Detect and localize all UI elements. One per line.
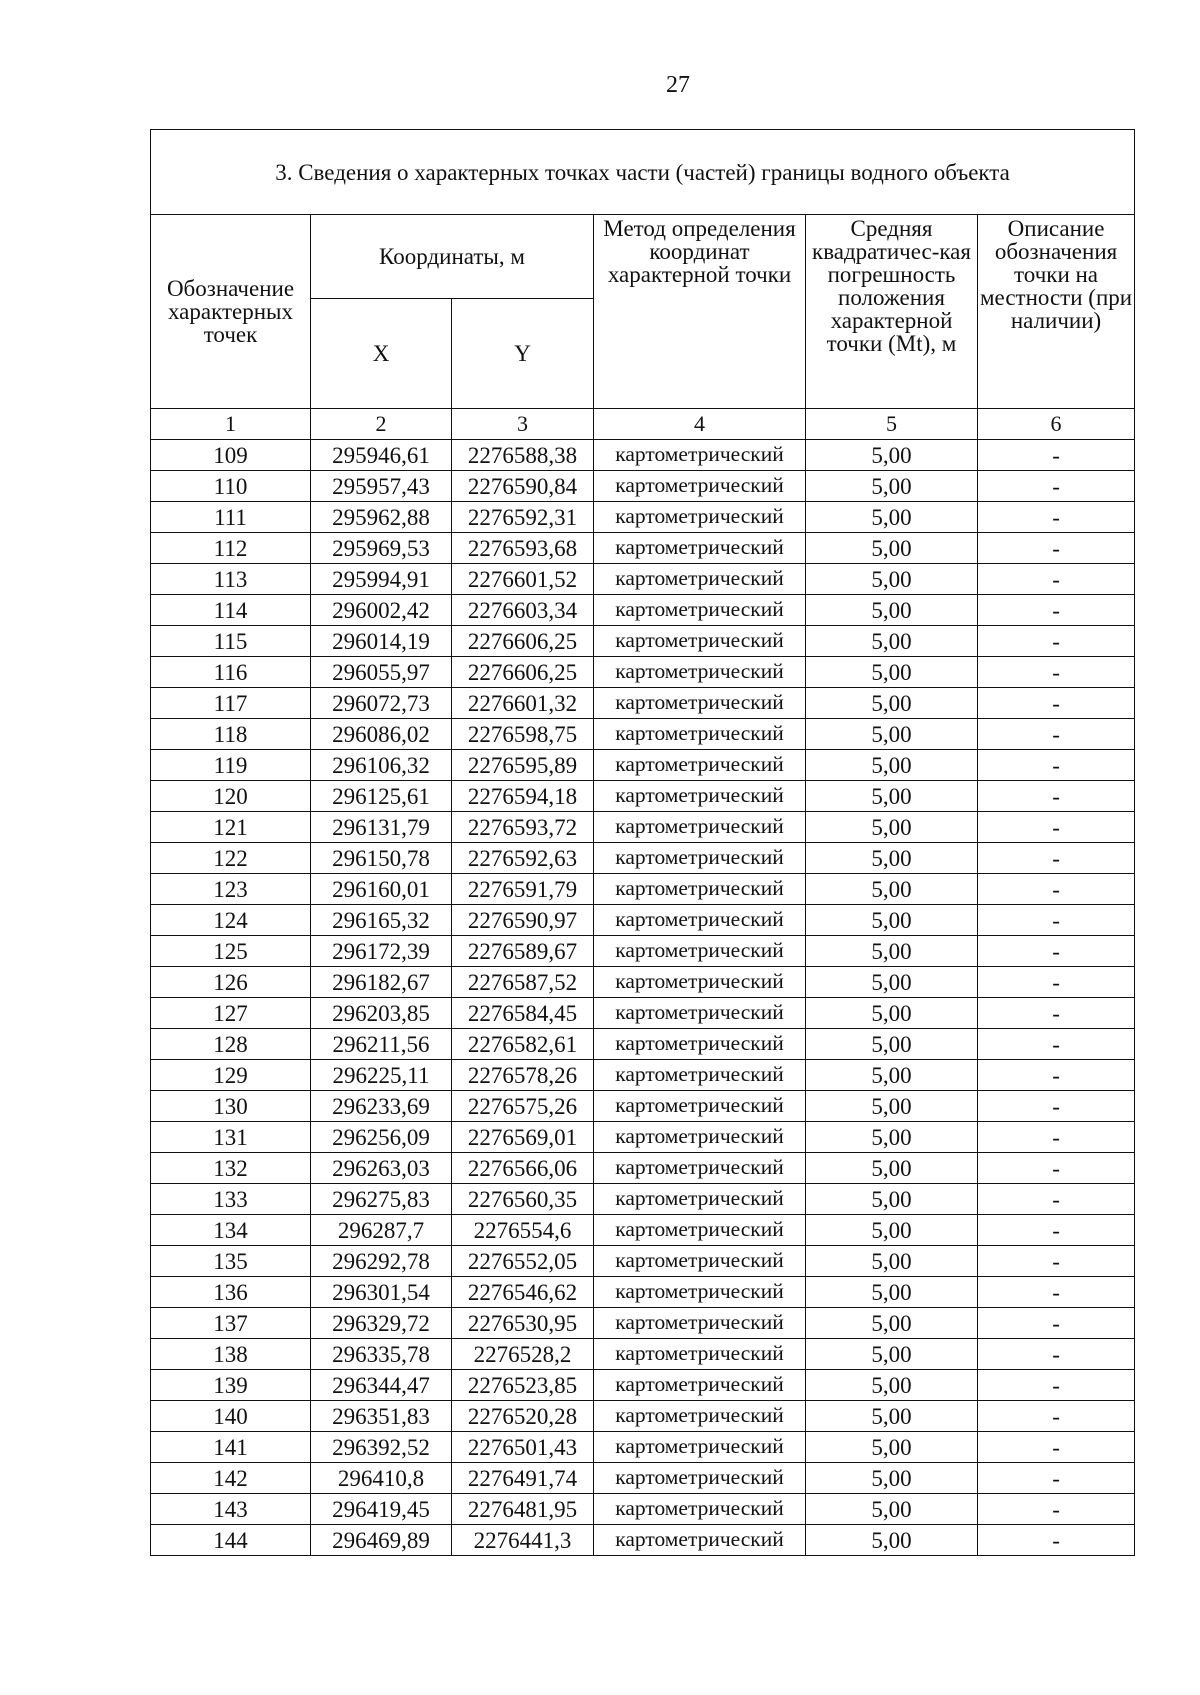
method-cell: картометрический [594,440,806,471]
point-id-cell: 138 [151,1339,311,1370]
method-cell: картометрический [594,1370,806,1401]
y-coordinate-cell: 2276594,18 [452,781,594,812]
y-coordinate-cell: 2276523,85 [452,1370,594,1401]
error-cell: 5,00 [806,1246,978,1277]
method-cell: картометрический [594,1463,806,1494]
method-cell: картометрический [594,874,806,905]
description-cell: - [978,1463,1135,1494]
table-row [151,1246,1135,1277]
table-row [151,471,1135,502]
y-coordinate-cell: 2276584,45 [452,998,594,1029]
error-cell: 5,00 [806,998,978,1029]
method-cell: картометрический [594,1525,806,1556]
description-cell: - [978,1184,1135,1215]
description-cell: - [978,595,1135,626]
y-coordinate-cell: 2276592,31 [452,502,594,533]
point-id-cell: 137 [151,1308,311,1339]
column-number: 3 [452,409,594,440]
method-cell: картометрический [594,595,806,626]
y-coordinate-cell: 2276566,06 [452,1153,594,1184]
method-cell: картометрический [594,1401,806,1432]
table-row [151,657,1135,688]
table-row [151,843,1135,874]
x-coordinate-cell: 296165,32 [311,905,452,936]
x-coordinate-cell: 296469,89 [311,1525,452,1556]
point-id-cell: 124 [151,905,311,936]
description-cell: - [978,905,1135,936]
description-cell: - [978,936,1135,967]
column-number: 1 [151,409,311,440]
y-coordinate-cell: 2276598,75 [452,719,594,750]
table-row [151,905,1135,936]
description-cell: - [978,1277,1135,1308]
x-coordinate-cell: 296131,79 [311,812,452,843]
method-cell: картометрический [594,1432,806,1463]
y-coordinate-cell: 2276593,72 [452,812,594,843]
y-coordinate-cell: 2276441,3 [452,1525,594,1556]
point-id-cell: 129 [151,1060,311,1091]
description-cell: - [978,843,1135,874]
y-coordinate-cell: 2276554,6 [452,1215,594,1246]
description-cell: - [978,1091,1135,1122]
description-cell: - [978,750,1135,781]
error-cell: 5,00 [806,533,978,564]
table-row [151,533,1135,564]
x-coordinate-cell: 296329,72 [311,1308,452,1339]
table-row [151,781,1135,812]
x-coordinate-cell: 295994,91 [311,564,452,595]
y-coordinate-cell: 2276601,52 [452,564,594,595]
x-coordinate-cell: 296301,54 [311,1277,452,1308]
method-cell: картометрический [594,1122,806,1153]
table-row [151,1339,1135,1370]
table-row [151,502,1135,533]
table-row [151,967,1135,998]
error-cell: 5,00 [806,471,978,502]
table-row [151,1463,1135,1494]
description-cell: - [978,967,1135,998]
x-coordinate-cell: 296172,39 [311,936,452,967]
x-coordinate-cell: 296106,32 [311,750,452,781]
method-cell: картометрический [594,936,806,967]
x-coordinate-cell: 296292,78 [311,1246,452,1277]
x-coordinate-cell: 296263,03 [311,1153,452,1184]
description-cell: - [978,502,1135,533]
method-cell: картометрический [594,1308,806,1339]
description-cell: - [978,688,1135,719]
point-id-cell: 113 [151,564,311,595]
error-cell: 5,00 [806,688,978,719]
error-cell: 5,00 [806,1184,978,1215]
table-title: 3. Сведения о характерных точках части (частей) границы водного объекта [151,130,1135,215]
point-id-cell: 144 [151,1525,311,1556]
table-row [151,750,1135,781]
point-id-cell: 126 [151,967,311,998]
method-cell: картометрический [594,812,806,843]
error-cell: 5,00 [806,936,978,967]
y-coordinate-cell: 2276528,2 [452,1339,594,1370]
column-number: 4 [594,409,806,440]
y-coordinate-cell: 2276520,28 [452,1401,594,1432]
description-cell: - [978,1060,1135,1091]
table-body [151,440,1135,1556]
x-coordinate-cell: 296392,52 [311,1432,452,1463]
description-cell: - [978,440,1135,471]
x-coordinate-cell: 296182,67 [311,967,452,998]
x-coordinate-cell: 295946,61 [311,440,452,471]
description-cell: - [978,1432,1135,1463]
method-cell: картометрический [594,1153,806,1184]
error-cell: 5,00 [806,812,978,843]
point-id-cell: 123 [151,874,311,905]
x-coordinate-cell: 295969,53 [311,533,452,564]
table-row [151,1370,1135,1401]
y-coordinate-cell: 2276592,63 [452,843,594,874]
error-cell: 5,00 [806,1308,978,1339]
y-coordinate-cell: 2276575,26 [452,1091,594,1122]
point-id-cell: 117 [151,688,311,719]
description-cell: - [978,1308,1135,1339]
description-cell: - [978,1215,1135,1246]
table-row [151,564,1135,595]
x-coordinate-cell: 296055,97 [311,657,452,688]
method-cell: картометрический [594,1277,806,1308]
error-cell: 5,00 [806,1494,978,1525]
x-coordinate-cell: 296419,45 [311,1494,452,1525]
table-row [151,1153,1135,1184]
table-row [151,1494,1135,1525]
y-coordinate-cell: 2276501,43 [452,1432,594,1463]
method-cell: картометрический [594,905,806,936]
point-id-cell: 141 [151,1432,311,1463]
y-coordinate-cell: 2276606,25 [452,657,594,688]
header-method: Метод определения координат характерной точки [594,215,806,409]
error-cell: 5,00 [806,967,978,998]
method-cell: картометрический [594,533,806,564]
point-id-cell: 109 [151,440,311,471]
error-cell: 5,00 [806,657,978,688]
page-number: 27 [666,72,690,98]
point-id-cell: 130 [151,1091,311,1122]
table-row [151,812,1135,843]
error-cell: 5,00 [806,1122,978,1153]
error-cell: 5,00 [806,874,978,905]
error-cell: 5,00 [806,1463,978,1494]
y-coordinate-cell: 2276481,95 [452,1494,594,1525]
method-cell: картометрический [594,1339,806,1370]
x-coordinate-cell: 296351,83 [311,1401,452,1432]
error-cell: 5,00 [806,1370,978,1401]
description-cell: - [978,812,1135,843]
description-cell: - [978,1525,1135,1556]
table-row [151,1184,1135,1215]
column-number: 6 [978,409,1135,440]
x-coordinate-cell: 296335,78 [311,1339,452,1370]
x-coordinate-cell: 296275,83 [311,1184,452,1215]
x-coordinate-cell: 296233,69 [311,1091,452,1122]
method-cell: картометрический [594,998,806,1029]
y-coordinate-cell: 2276582,61 [452,1029,594,1060]
description-cell: - [978,1494,1135,1525]
y-coordinate-cell: 2276591,79 [452,874,594,905]
table-row [151,874,1135,905]
table-row [151,1215,1135,1246]
y-coordinate-cell: 2276595,89 [452,750,594,781]
error-cell: 5,00 [806,626,978,657]
x-coordinate-cell: 296211,56 [311,1029,452,1060]
table-row [151,1401,1135,1432]
error-cell: 5,00 [806,502,978,533]
y-coordinate-cell: 2276569,01 [452,1122,594,1153]
x-coordinate-cell: 296125,61 [311,781,452,812]
x-coordinate-cell: 296072,73 [311,688,452,719]
description-cell: - [978,1029,1135,1060]
y-coordinate-cell: 2276603,34 [452,595,594,626]
point-id-cell: 120 [151,781,311,812]
method-cell: картометрический [594,502,806,533]
error-cell: 5,00 [806,719,978,750]
table-row [151,1029,1135,1060]
description-cell: - [978,1153,1135,1184]
header-y: Y [452,299,594,409]
table-row [151,998,1135,1029]
method-cell: картометрический [594,1494,806,1525]
description-cell: - [978,626,1135,657]
point-id-cell: 131 [151,1122,311,1153]
x-coordinate-cell: 296410,8 [311,1463,452,1494]
column-numbers-row [151,409,1135,440]
header-error: Средняя квадратичес-кая погрешность положения характерной точки (Mt), м [806,215,978,409]
error-cell: 5,00 [806,1029,978,1060]
method-cell: картометрический [594,564,806,595]
error-cell: 5,00 [806,781,978,812]
y-coordinate-cell: 2276552,05 [452,1246,594,1277]
point-id-cell: 118 [151,719,311,750]
header-x: X [311,299,452,409]
point-id-cell: 125 [151,936,311,967]
table-row [151,595,1135,626]
point-id-cell: 111 [151,502,311,533]
x-coordinate-cell: 296203,85 [311,998,452,1029]
description-cell: - [978,533,1135,564]
table-row [151,626,1135,657]
description-cell: - [978,657,1135,688]
description-cell: - [978,1370,1135,1401]
x-coordinate-cell: 296002,42 [311,595,452,626]
table-row [151,440,1135,471]
y-coordinate-cell: 2276590,84 [452,471,594,502]
point-id-cell: 119 [151,750,311,781]
error-cell: 5,00 [806,1432,978,1463]
point-id-cell: 135 [151,1246,311,1277]
method-cell: картометрический [594,843,806,874]
description-cell: - [978,998,1135,1029]
y-coordinate-cell: 2276590,97 [452,905,594,936]
method-cell: картометрический [594,471,806,502]
x-coordinate-cell: 296287,7 [311,1215,452,1246]
y-coordinate-cell: 2276588,38 [452,440,594,471]
x-coordinate-cell: 296225,11 [311,1060,452,1091]
point-id-cell: 122 [151,843,311,874]
error-cell: 5,00 [806,843,978,874]
method-cell: картометрический [594,967,806,998]
header-coordinates: Координаты, м [311,215,594,299]
error-cell: 5,00 [806,1277,978,1308]
y-coordinate-cell: 2276593,68 [452,533,594,564]
table-row [151,1525,1135,1556]
method-cell: картометрический [594,719,806,750]
table-row [151,936,1135,967]
column-number: 2 [311,409,452,440]
point-id-cell: 143 [151,1494,311,1525]
error-cell: 5,00 [806,1153,978,1184]
description-cell: - [978,1401,1135,1432]
description-cell: - [978,1339,1135,1370]
point-id-cell: 139 [151,1370,311,1401]
point-id-cell: 121 [151,812,311,843]
table-row [151,719,1135,750]
point-id-cell: 127 [151,998,311,1029]
table-row [151,1060,1135,1091]
method-cell: картометрический [594,1184,806,1215]
description-cell: - [978,874,1135,905]
table-row [151,1091,1135,1122]
point-id-cell: 134 [151,1215,311,1246]
y-coordinate-cell: 2276546,62 [452,1277,594,1308]
description-cell: - [978,564,1135,595]
point-id-cell: 140 [151,1401,311,1432]
method-cell: картометрический [594,657,806,688]
error-cell: 5,00 [806,905,978,936]
x-coordinate-cell: 296086,02 [311,719,452,750]
y-coordinate-cell: 2276491,74 [452,1463,594,1494]
x-coordinate-cell: 296160,01 [311,874,452,905]
x-coordinate-cell: 296344,47 [311,1370,452,1401]
description-cell: - [978,471,1135,502]
header-designation: Обозначение характерных точек [151,215,311,409]
y-coordinate-cell: 2276578,26 [452,1060,594,1091]
table-row [151,1308,1135,1339]
y-coordinate-cell: 2276589,67 [452,936,594,967]
description-cell: - [978,1246,1135,1277]
point-id-cell: 110 [151,471,311,502]
point-id-cell: 115 [151,626,311,657]
point-id-cell: 133 [151,1184,311,1215]
y-coordinate-cell: 2276587,52 [452,967,594,998]
point-id-cell: 116 [151,657,311,688]
boundary-points-table [150,129,1135,1556]
method-cell: картометрический [594,750,806,781]
error-cell: 5,00 [806,1401,978,1432]
table-row [151,1432,1135,1463]
point-id-cell: 128 [151,1029,311,1060]
x-coordinate-cell: 296150,78 [311,843,452,874]
description-cell: - [978,1122,1135,1153]
x-coordinate-cell: 296256,09 [311,1122,452,1153]
error-cell: 5,00 [806,440,978,471]
table-row [151,688,1135,719]
description-cell: - [978,719,1135,750]
error-cell: 5,00 [806,1060,978,1091]
y-coordinate-cell: 2276560,35 [452,1184,594,1215]
point-id-cell: 114 [151,595,311,626]
error-cell: 5,00 [806,564,978,595]
y-coordinate-cell: 2276606,25 [452,626,594,657]
error-cell: 5,00 [806,595,978,626]
table-row [151,1122,1135,1153]
method-cell: картометрический [594,1091,806,1122]
x-coordinate-cell: 296014,19 [311,626,452,657]
point-id-cell: 136 [151,1277,311,1308]
table-row [151,1277,1135,1308]
point-id-cell: 132 [151,1153,311,1184]
error-cell: 5,00 [806,1215,978,1246]
method-cell: картометрический [594,781,806,812]
error-cell: 5,00 [806,1091,978,1122]
method-cell: картометрический [594,1029,806,1060]
point-id-cell: 112 [151,533,311,564]
header-description: Описание обозначения точки на местности (при наличии) [978,215,1135,409]
point-id-cell: 142 [151,1463,311,1494]
error-cell: 5,00 [806,1339,978,1370]
method-cell: картометрический [594,626,806,657]
y-coordinate-cell: 2276530,95 [452,1308,594,1339]
error-cell: 5,00 [806,750,978,781]
column-number: 5 [806,409,978,440]
description-cell: - [978,781,1135,812]
method-cell: картометрический [594,1060,806,1091]
method-cell: картометрический [594,1215,806,1246]
error-cell: 5,00 [806,1525,978,1556]
y-coordinate-cell: 2276601,32 [452,688,594,719]
method-cell: картометрический [594,1246,806,1277]
method-cell: картометрический [594,688,806,719]
x-coordinate-cell: 295957,43 [311,471,452,502]
x-coordinate-cell: 295962,88 [311,502,452,533]
